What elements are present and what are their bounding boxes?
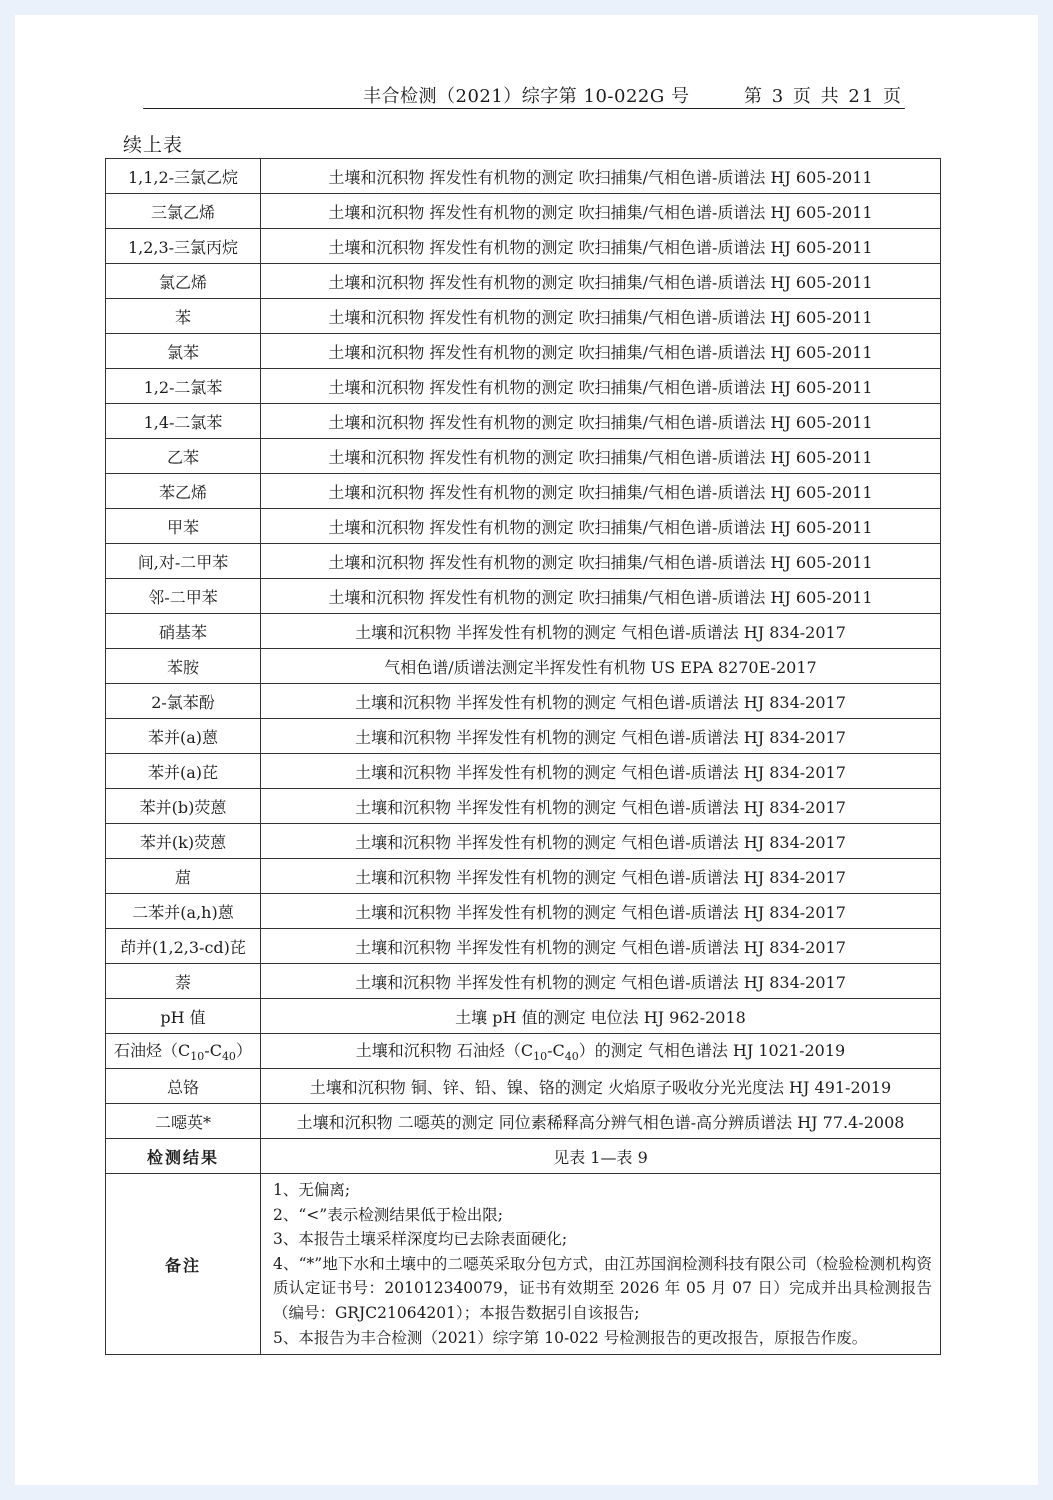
- table-row: [106, 194, 941, 229]
- test-method-cell: 土壤和沉积物 半挥发性有机物的测定 气相色谱-质谱法 HJ 834-2017: [261, 929, 941, 964]
- table-row: [106, 614, 941, 649]
- table-row: [106, 229, 941, 264]
- test-method-cell: 土壤和沉积物 半挥发性有机物的测定 气相色谱-质谱法 HJ 834-2017: [261, 964, 941, 999]
- test-item-cell: 氯苯: [106, 334, 261, 369]
- table-row: [106, 159, 941, 194]
- table-continued-label: 续上表: [123, 134, 184, 156]
- table-row: [106, 964, 941, 999]
- test-item-cell: 2-氯苯酚: [106, 684, 261, 719]
- table-row: [106, 1104, 941, 1139]
- test-item-cell: pH 值: [106, 999, 261, 1034]
- test-method-cell: 土壤和沉积物 二噁英的测定 同位素稀释高分辨气相色谱-高分辨质谱法 HJ 77.4-2008: [261, 1104, 941, 1139]
- test-item-cell: 二噁英*: [106, 1104, 261, 1139]
- test-method-cell: 土壤和沉积物 石油烃$(C_{10}-C_{40})$的测定 气相色谱法 HJ 1021-2019: [261, 1034, 941, 1069]
- note-line: 3、本报告土壤采样深度均已去除表面硬化;: [273, 1230, 568, 1249]
- test-item-cell: 总铬: [106, 1069, 261, 1104]
- results-label: 检测结果: [106, 1139, 261, 1174]
- test-method-cell: 土壤和沉积物 挥发性有机物的测定 吹扫捕集/气相色谱-质谱法 HJ 605-2011: [261, 334, 941, 369]
- test-method-cell: 土壤和沉积物 挥发性有机物的测定 吹扫捕集/气相色谱-质谱法 HJ 605-2011: [261, 264, 941, 299]
- report-number: 丰合检测（2021）综字第 10-022G 号: [363, 86, 690, 107]
- table-row: [106, 579, 941, 614]
- table-row: [106, 789, 941, 824]
- test-item-cell: 苯并(k)荧蒽: [106, 824, 261, 859]
- test-method-cell: 土壤和沉积物 挥发性有机物的测定 吹扫捕集/气相色谱-质谱法 HJ 605-2011: [261, 544, 941, 579]
- table-row: [106, 754, 941, 789]
- table-row: [106, 264, 941, 299]
- test-item-cell: 苯并(a)蒽: [106, 719, 261, 754]
- test-item-cell: 苯乙烯: [106, 474, 261, 509]
- test-method-cell: 土壤和沉积物 半挥发性有机物的测定 气相色谱-质谱法 HJ 834-2017: [261, 859, 941, 894]
- table-row: [106, 999, 941, 1034]
- table-row: [106, 684, 941, 719]
- test-method-cell: 土壤和沉积物 半挥发性有机物的测定 气相色谱-质谱法 HJ 834-2017: [261, 824, 941, 859]
- test-method-cell: 土壤和沉积物 挥发性有机物的测定 吹扫捕集/气相色谱-质谱法 HJ 605-2011: [261, 229, 941, 264]
- test-item-cell: 甲苯: [106, 509, 261, 544]
- test-item-cell: 氯乙烯: [106, 264, 261, 299]
- test-item-cell: 1,1,2-三氯乙烷: [106, 159, 261, 194]
- test-method-cell: 土壤和沉积物 挥发性有机物的测定 吹扫捕集/气相色谱-质谱法 HJ 605-2011: [261, 194, 941, 229]
- notes-row: [106, 1174, 941, 1355]
- notes-label: 备注: [106, 1174, 261, 1355]
- note-line: 2、“<”表示检测结果低于检出限;: [273, 1205, 503, 1224]
- table-row: [106, 439, 941, 474]
- table-row: [106, 544, 941, 579]
- test-item-cell: 苯并(a)芘: [106, 754, 261, 789]
- test-item-cell: 乙苯: [106, 439, 261, 474]
- test-item-cell: 间,对-二甲苯: [106, 544, 261, 579]
- test-method-cell: 土壤和沉积物 半挥发性有机物的测定 气相色谱-质谱法 HJ 834-2017: [261, 754, 941, 789]
- table-row: [106, 859, 941, 894]
- test-item-cell: 1,2,3-三氯丙烷: [106, 229, 261, 264]
- test-item-cell: 二苯并(a,h)蒽: [106, 894, 261, 929]
- test-item-cell: 茚并(1,2,3-cd)芘: [106, 929, 261, 964]
- table-row: [106, 894, 941, 929]
- test-item-cell: 萘: [106, 964, 261, 999]
- test-method-cell: 土壤和沉积物 半挥发性有机物的测定 气相色谱-质谱法 HJ 834-2017: [261, 684, 941, 719]
- table-row: [106, 474, 941, 509]
- test-method-cell: 土壤和沉积物 半挥发性有机物的测定 气相色谱-质谱法 HJ 834-2017: [261, 614, 941, 649]
- test-item-cell: 1,4-二氯苯: [106, 404, 261, 439]
- test-item-cell: 硝基苯: [106, 614, 261, 649]
- test-item-cell: 苯: [106, 299, 261, 334]
- test-method-cell: 土壤和沉积物 挥发性有机物的测定 吹扫捕集/气相色谱-质谱法 HJ 605-2011: [261, 299, 941, 334]
- notes-content: [261, 1174, 941, 1355]
- test-item-cell: 1,2-二氯苯: [106, 369, 261, 404]
- page-header: [143, 80, 905, 109]
- table-row: [106, 509, 941, 544]
- test-method-cell: 土壤和沉积物 挥发性有机物的测定 吹扫捕集/气相色谱-质谱法 HJ 605-2011: [261, 159, 941, 194]
- test-item-cell: 苯并(b)荧蒽: [106, 789, 261, 824]
- test-method-cell: 土壤和沉积物 挥发性有机物的测定 吹扫捕集/气相色谱-质谱法 HJ 605-2011: [261, 404, 941, 439]
- table-row: [106, 719, 941, 754]
- table-row: [106, 299, 941, 334]
- table-row: [106, 404, 941, 439]
- test-method-cell: 土壤和沉积物 半挥发性有机物的测定 气相色谱-质谱法 HJ 834-2017: [261, 789, 941, 824]
- test-method-cell: 土壤和沉积物 铜、锌、铅、镍、铬的测定 火焰原子吸收分光光度法 HJ 491-2019: [261, 1069, 941, 1104]
- test-method-cell: 土壤和沉积物 挥发性有机物的测定 吹扫捕集/气相色谱-质谱法 HJ 605-2011: [261, 474, 941, 509]
- results-row: [106, 1139, 941, 1174]
- table-row: [106, 334, 941, 369]
- test-method-cell: 土壤和沉积物 半挥发性有机物的测定 气相色谱-质谱法 HJ 834-2017: [261, 894, 941, 929]
- test-method-cell: 土壤 pH 值的测定 电位法 HJ 962-2018: [261, 999, 941, 1034]
- note-line: 4、“*”地下水和土壤中的二噁英采取分包方式，由江苏国润检测科技有限公司（检验检测机构资质认定证书号：201012340079，证书有效期至 2026 年 05 月 07 日）完成并出具检测报告（编号：GRJC21064201）；本报告数据引自该报告;: [273, 1254, 932, 1322]
- test-method-cell: 土壤和沉积物 挥发性有机物的测定 吹扫捕集/气相色谱-质谱法 HJ 605-2011: [261, 439, 941, 474]
- table-row: [106, 649, 941, 684]
- test-item-cell: 邻-二甲苯: [106, 579, 261, 614]
- test-method-cell: 土壤和沉积物 半挥发性有机物的测定 气相色谱-质谱法 HJ 834-2017: [261, 719, 941, 754]
- page-number: 第 3 页 共 21 页: [744, 86, 903, 107]
- table-row: [106, 1069, 941, 1104]
- test-item-cell: 苯胺: [106, 649, 261, 684]
- test-methods-table: [105, 158, 941, 1355]
- test-method-cell: 土壤和沉积物 挥发性有机物的测定 吹扫捕集/气相色谱-质谱法 HJ 605-2011: [261, 579, 941, 614]
- test-item-cell: 三氯乙烯: [106, 194, 261, 229]
- table-row: [106, 369, 941, 404]
- table-row: [106, 824, 941, 859]
- note-line: 5、本报告为丰合检测（2021）综字第 10-022 号检测报告的更改报告，原报告作废。: [273, 1328, 868, 1347]
- table-row: [106, 1034, 941, 1069]
- note-line: 1、无偏离;: [273, 1181, 351, 1199]
- test-item-cell: 䓛: [106, 859, 261, 894]
- test-item-cell: 石油烃$(C_{10}-C_{40})$: [106, 1034, 261, 1069]
- test-method-cell: 气相色谱/质谱法测定半挥发性有机物 US EPA 8270E-2017: [261, 649, 941, 684]
- table-row: [106, 929, 941, 964]
- test-method-cell: 土壤和沉积物 挥发性有机物的测定 吹扫捕集/气相色谱-质谱法 HJ 605-2011: [261, 509, 941, 544]
- results-value: 见表 1—表 9: [261, 1139, 941, 1174]
- test-method-cell: 土壤和沉积物 挥发性有机物的测定 吹扫捕集/气相色谱-质谱法 HJ 605-2011: [261, 369, 941, 404]
